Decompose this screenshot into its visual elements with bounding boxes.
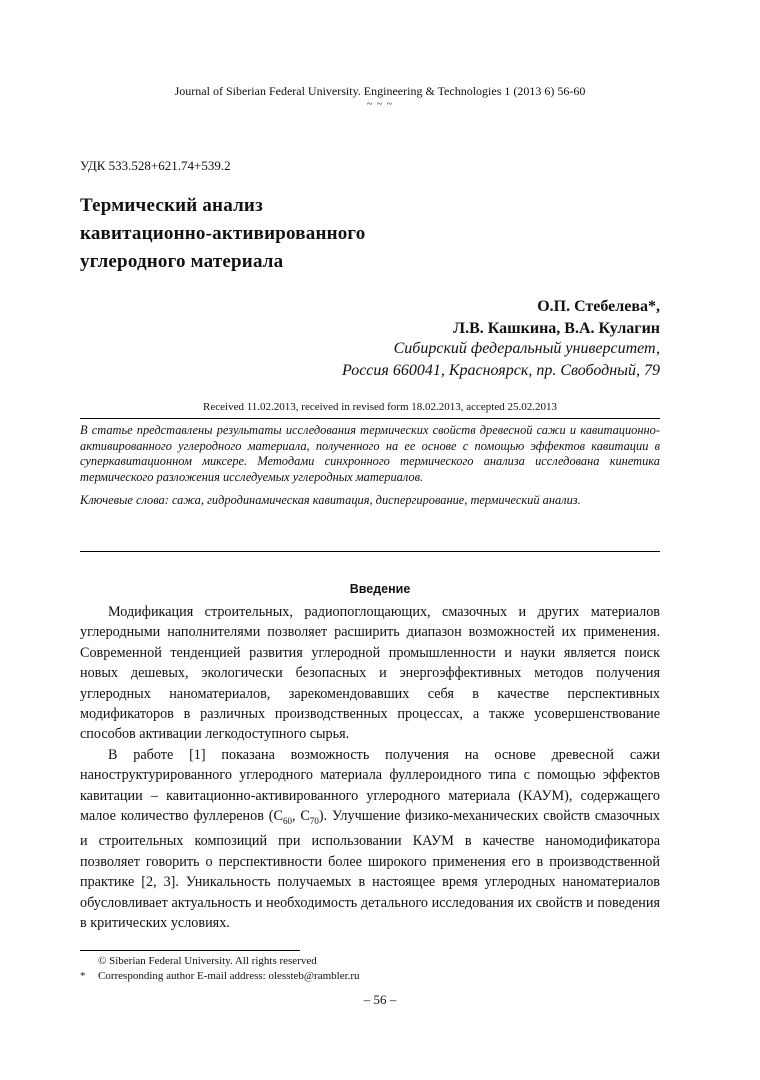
corresponding-email: Corresponding author E-mail address: olessteb@rambler.ru [98, 970, 360, 982]
paragraph-1: Модификация строительных, радиопоглощающих, смазочных и других материалов углеродными наполнителями позволяет расширить диапазон возможностей их применения. Современной тенденцией развития углеродной промышленности и науки является поиск новых дешевых, экологически безопасных и энергоэффективных методов получения углеродных наноматериалов, зарекомендовавших себя в качестве перспективных модификаторов в различных производственных процессах, а также усовершенствование способов активации легкодоступного сырья. [80, 604, 660, 743]
paragraph-2 [80, 745, 660, 933]
header-ornament: ~ ~ ~ [366, 99, 394, 110]
body-text [80, 602, 660, 933]
footnote-corresponding [80, 970, 360, 982]
author-line: Л.В. Кашкина, В.А. Кулагин [453, 320, 660, 337]
abstract-block [80, 423, 660, 509]
footnote-rule [80, 950, 300, 951]
abstract-text: В статье представлены результаты исследования термических свойств древесной сажи и кавитационно-активированного углеродного материала, полученного на ее основе с помощью эффектов кавитации в суперкавитационном миксере. Методами синхронного термического анализа исследована кинетика термического разложения исследуемых углеродных материалов. [80, 423, 660, 484]
affiliation-line: Россия 660041, Красноярск, пр. Свободный, 79 [342, 362, 660, 379]
title-line: кавитационно-активированного [80, 223, 366, 244]
journal-header: Journal of Siberian Federal University. Engineering & Technologies 1 (2013 6) 56-60 [174, 84, 586, 98]
paragraph-2-part-b: , С [291, 808, 310, 825]
abstract-top-rule [80, 418, 660, 419]
received-dates: Received 11.02.2013, received in revised form 18.02.2013, accepted 25.02.2013 [203, 401, 557, 413]
authors [453, 296, 660, 340]
paragraph-2-part-a: В работе [1] показана возможность получения на основе древесной сажи наноструктурированного углеродного материала фуллероидного типа с помощью эффектов кавитации – кавитационно-активированного углеродного материала (КАУМ), содержащего малое количество фуллеренов (С [80, 746, 660, 825]
paragraph-2-part-c: ). Улучшение физико-механических свойств смазочных и строительных композиций при использовании КАУМ в качестве наномодификатора позволяет говорить о перспективности более широкого применения его в производственной практике [2, 3]. Уникальность получаемых в настоящее время углеродных наноматериалов обусловливает актуальность и необходимость детального исследования их свойств и поведения в критических условиях. [80, 808, 660, 931]
affiliation-line: Сибирский федеральный университет, [393, 340, 660, 357]
section-heading: Введение [349, 582, 411, 596]
abstract-bottom-rule [80, 551, 660, 552]
article-title [80, 192, 366, 276]
footnote-copyright: © Siberian Federal University. All rights reserved [98, 955, 317, 967]
subscript-60: 60 [282, 815, 292, 826]
subscript-70: 70 [309, 815, 319, 826]
affiliation [342, 338, 660, 382]
footnote-star: * [80, 970, 86, 982]
keywords: Ключевые слова: сажа, гидродинамическая кавитация, диспергирование, термический анализ. [80, 493, 581, 507]
udk-code: УДК 533.528+621.74+539.2 [80, 158, 231, 173]
author-line: О.П. Стебелева*, [537, 298, 660, 315]
title-line: Термический анализ [80, 195, 263, 216]
page-number: – 56 – [363, 992, 397, 1007]
title-line: углеродного материала [80, 251, 284, 272]
